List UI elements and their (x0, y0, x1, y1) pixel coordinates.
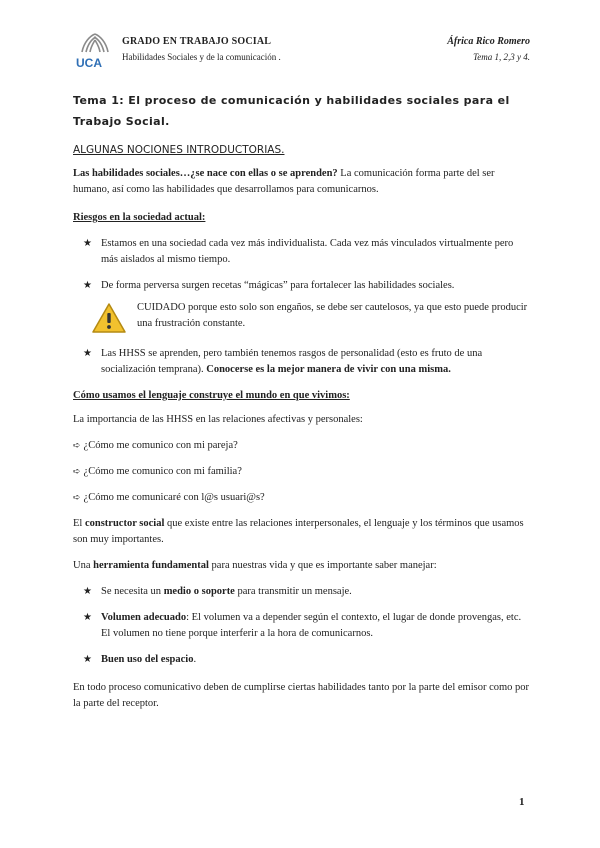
question-3: ¿Cómo me comunicaré con l@s usuari@s? (83, 492, 265, 503)
question-1: ¿Cómo me comunico con mi pareja? (83, 440, 238, 451)
constructor-bold: constructor social (84, 518, 165, 529)
tool-item-1-pre: Se necesita un (101, 586, 164, 597)
list-item (73, 346, 531, 378)
risk-item-2: De forma perversa surgen recetas “mágicas” para fortalecer las habilidades sociales. (101, 280, 455, 291)
logo-text: UCA (76, 56, 102, 70)
constructor-post: que existe entre las relaciones interpersonales, el lenguaje y los términos que usamos son muy importantes. (73, 518, 524, 545)
arrow-right-icon: ➪ (73, 493, 81, 503)
author-name: África Rico Romero (447, 36, 530, 47)
arrow-right-icon: ➪ (73, 441, 81, 451)
risk-item-3-bold: Conocerse es la mejor manera de vivir con una misma. (206, 364, 451, 375)
tool-item-3-bold: Buen uso del espacio (101, 654, 194, 665)
tool-item-1-bold: medio o soporte (163, 586, 235, 597)
star-icon: ★ (83, 612, 92, 623)
warning-icon (91, 302, 127, 334)
page-number: 1 (519, 796, 525, 808)
star-icon: ★ (83, 654, 92, 665)
constructor-pre: El (73, 518, 85, 529)
warning-text: CUIDADO porque esto solo son engaños, se debe ser cautelosos, ya que esto puede producir una frustración constante. (137, 302, 528, 329)
risks-heading: Riesgos en la sociedad actual: (73, 212, 206, 223)
question-item (73, 438, 531, 454)
star-icon: ★ (83, 348, 92, 359)
arrow-right-icon: ➪ (73, 467, 81, 477)
star-icon: ★ (83, 238, 92, 249)
tool-item-2-post: : El volumen va a depender según el contexto, el lugar de donde provengas, etc. El volumen no tiene porque interferir a la hora de comunicarnos. (101, 612, 522, 639)
intro-heading: ALGUNAS NOCIONES INTRODUCTORIAS. (73, 144, 285, 156)
intro-rest: La comunicación forma parte del ser humano, así como las habilidades que desarrollamos para comunicarnos. (73, 168, 495, 195)
question-2: ¿Cómo me comunico con mi familia? (83, 466, 242, 477)
risk-item-3: Las HHSS se aprenden, pero también tenemos rasgos de personalidad (esto es fruto de una socialización temprana). (101, 348, 483, 375)
list-item (73, 278, 531, 294)
question-item (73, 490, 531, 506)
subject-name: Habilidades Sociales y de la comunicación . (122, 52, 281, 62)
tool-pre: Una (73, 560, 94, 571)
language-heading: Cómo usamos el lenguaje construye el mundo en que vivimos: (73, 390, 350, 401)
header-right (447, 36, 530, 62)
list-item (73, 584, 531, 600)
intro-paragraph (73, 166, 531, 198)
document-title: Tema 1: El proceso de comunicación y habilidades sociales para el Trabajo Social. (73, 94, 510, 128)
closing-paragraph: En todo proceso comunicativo deben de cumplirse ciertas habilidades tanto por la parte del emisor como por la parte del receptor. (73, 682, 530, 709)
tool-list (73, 584, 531, 668)
warning-note (73, 300, 531, 336)
star-icon: ★ (83, 280, 92, 291)
tool-item-3-post: . (193, 654, 197, 665)
page-header (74, 30, 530, 70)
header-left (122, 36, 281, 62)
intro-lead: Las habilidades sociales…¿se nace con ellas o se aprenden? (73, 168, 338, 179)
topics-label: Tema 1, 2,3 y 4. (473, 52, 530, 62)
document-body (73, 90, 531, 712)
tool-paragraph (73, 558, 531, 574)
risks-list (73, 236, 531, 294)
star-icon: ★ (83, 586, 92, 597)
list-item (73, 610, 531, 642)
importance-text: La importancia de las HHSS en las relaciones afectivas y personales: (73, 414, 363, 425)
tool-item-1-post: para transmitir un mensaje. (234, 586, 352, 597)
tool-post: para nuestras vida y que es importante saber manejar: (208, 560, 437, 571)
course-title: GRADO EN TRABAJO SOCIAL (122, 36, 272, 47)
risks-list-continued (73, 346, 531, 378)
risk-item-1: Estamos en una sociedad cada vez más individualista. Cada vez más vinculados virtualmente pero más aislados al mismo tiempo. (101, 238, 514, 265)
list-item (73, 652, 531, 668)
university-logo (74, 30, 116, 70)
constructor-paragraph (73, 516, 531, 548)
list-item (73, 236, 531, 268)
tool-item-2-bold: Volumen adecuado (101, 612, 187, 623)
tool-bold: herramienta fundamental (93, 560, 209, 571)
question-item (73, 464, 531, 480)
